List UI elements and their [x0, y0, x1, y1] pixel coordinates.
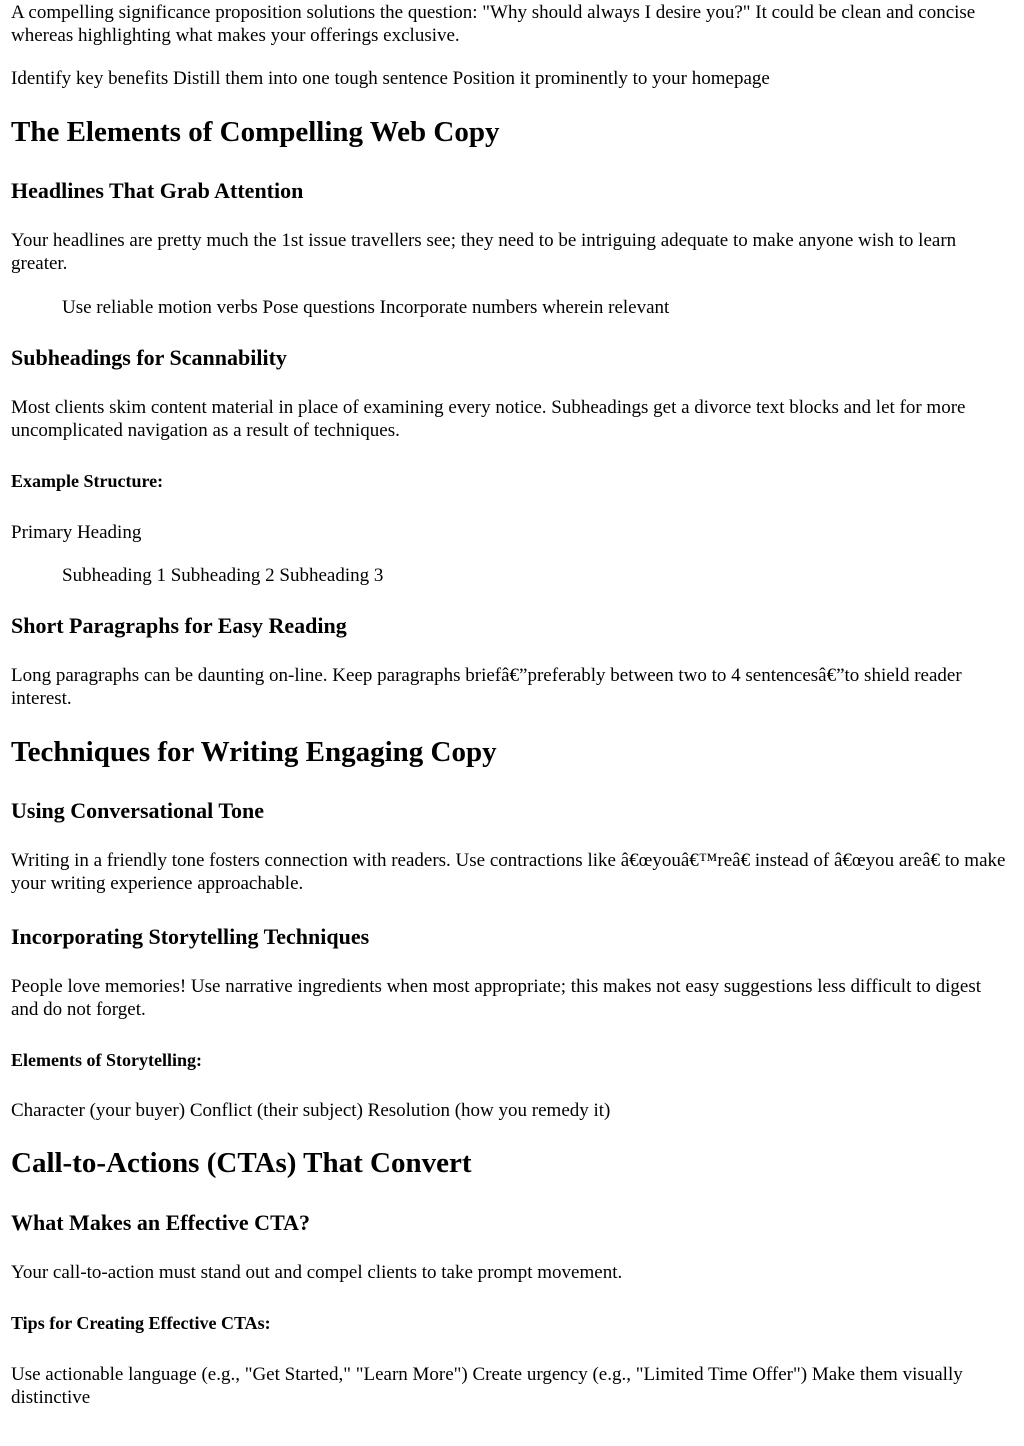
- heading-example-structure: Example Structure:: [11, 471, 164, 491]
- effective-cta-paragraph: Your call-to-action must stand out and compel clients to take prompt movement.: [11, 1262, 623, 1283]
- storytelling-elements-list: Character (your buyer) Conflict (their subject) Resolution (how you remedy it): [11, 1100, 611, 1121]
- heading-cta-tips: Tips for Creating Effective CTAs:: [11, 1313, 271, 1333]
- intro-paragraph: A compelling significance proposition solutions the question: "Why should always I desire you?" It could be clean and concise whereas highlighting what makes your offerings exclusive.: [11, 2, 976, 46]
- headlines-tips-list: Use reliable motion verbs Pose questions Incorporate numbers wherein relevant: [62, 297, 670, 318]
- heading-headlines: Headlines That Grab Attention: [11, 178, 304, 203]
- heading-short-paragraphs: Short Paragraphs for Easy Reading: [11, 613, 347, 638]
- short-paragraphs-paragraph: Long paragraphs can be daunting on-line. Keep paragraphs briefâ€”preferably between two to 4 sentencesâ€”to shield reader interest.: [11, 665, 962, 709]
- headlines-paragraph: Your headlines are pretty much the 1st issue travellers see; they need to be intriguing adequate to make anyone wish to learn greater.: [11, 230, 957, 274]
- primary-heading-text: Primary Heading: [11, 522, 142, 543]
- subheading-list: Subheading 1 Subheading 2 Subheading 3: [62, 565, 384, 586]
- heading-techniques: Techniques for Writing Engaging Copy: [11, 736, 497, 768]
- heading-storytelling: Incorporating Storytelling Techniques: [11, 924, 370, 949]
- heading-cta: Call-to-Actions (CTAs) That Convert: [11, 1147, 472, 1179]
- heading-subheadings: Subheadings for Scannability: [11, 345, 287, 370]
- cta-tips-list: Use actionable language (e.g., "Get Started," "Learn More") Create urgency (e.g., "Limited Time Offer") Make them visually distinctive: [11, 1364, 963, 1408]
- storytelling-paragraph: People love memories! Use narrative ingredients when most appropriate; this makes not easy suggestions less difficult to digest and do not forget.: [11, 976, 982, 1020]
- conversational-paragraph: Writing in a friendly tone fosters connection with readers. Use contractions like â€œyouâ€™reâ€ instead of â€œyou areâ€ to make your writing experience approachable.: [11, 850, 1006, 894]
- heading-elements-of-web-copy: The Elements of Compelling Web Copy: [11, 116, 500, 148]
- intro-benefits-list: Identify key benefits Distill them into one tough sentence Position it prominently to your homepage: [11, 68, 770, 89]
- heading-effective-cta: What Makes an Effective CTA?: [11, 1210, 310, 1235]
- heading-elements-of-storytelling: Elements of Storytelling:: [11, 1050, 202, 1070]
- heading-conversational-tone: Using Conversational Tone: [11, 798, 265, 823]
- subheadings-paragraph: Most clients skim content material in place of examining every notice. Subheadings get a divorce text blocks and let for more uncomplicated navigation as a result of techniques.: [11, 397, 966, 441]
